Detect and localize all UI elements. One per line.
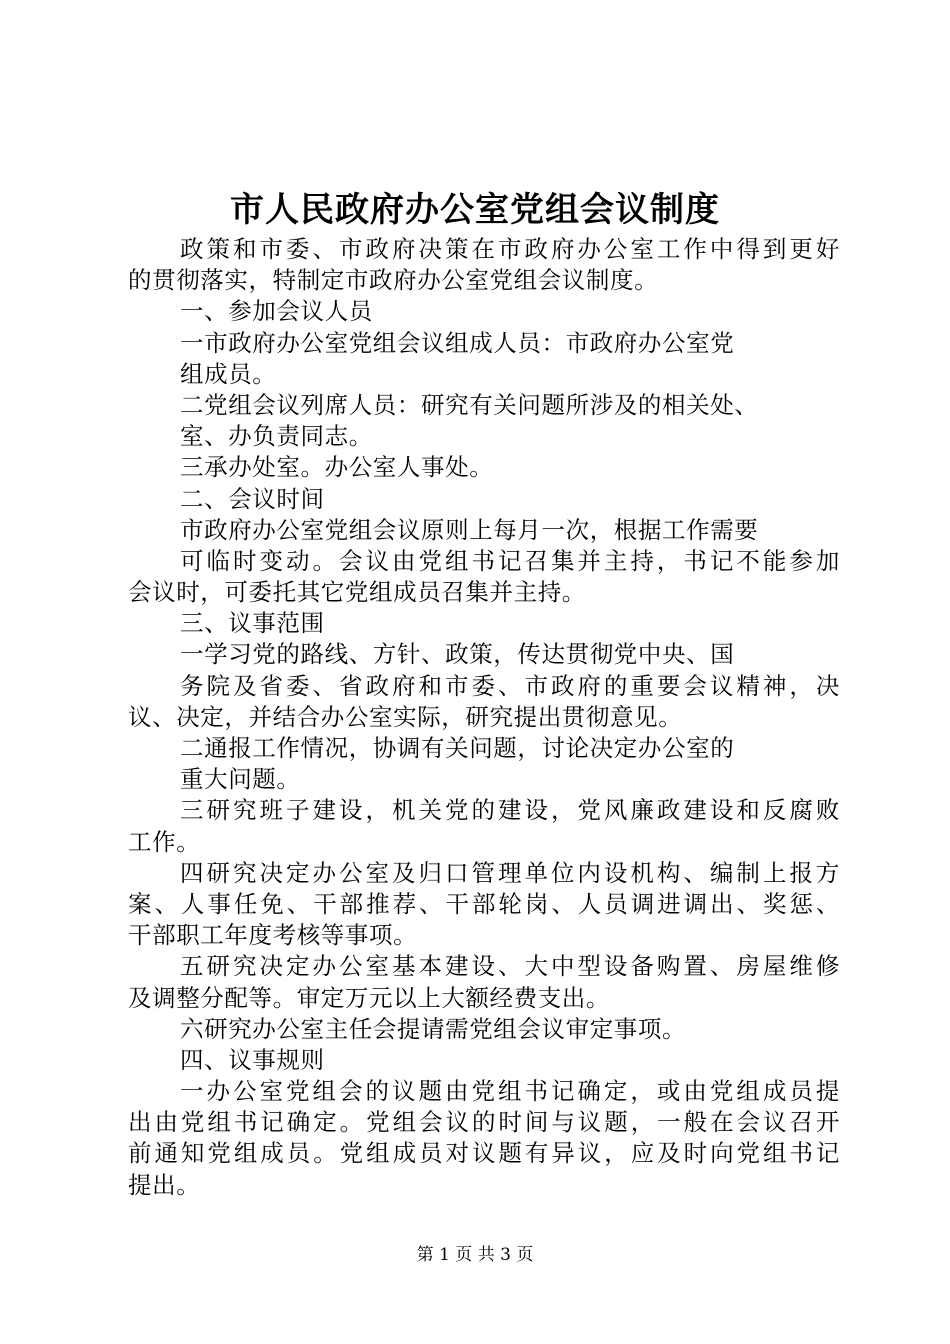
- paragraph-line: 前通知党组成员。党组成员对议题有异议，应及时向党组书记: [128, 1139, 840, 1168]
- page-footer: 第 1 页 共 3 页: [416, 1245, 534, 1265]
- paragraph-line: 的贯彻落实，特制定市政府办公室党组会议制度。: [128, 266, 659, 295]
- paragraph-line: 三研究班子建设，机关党的建设，党风廉政建设和反腐败: [180, 796, 840, 825]
- document-body: [128, 234, 840, 1201]
- paragraph-line: 二、会议时间: [180, 484, 325, 513]
- paragraph-line: 三承办处室。办公室人事处。: [180, 453, 494, 482]
- paragraph-line: 一学习党的路线、方针、政策，传达贯彻党中央、国: [180, 640, 735, 669]
- paragraph-line: 工作。: [128, 827, 201, 856]
- paragraph-line: 二通报工作情况，协调有关问题，讨论决定办公室的: [180, 734, 735, 762]
- paragraph-line: 市政府办公室党组会议原则上每月一次，根据工作需要: [180, 515, 759, 544]
- paragraph-line: 组成员。: [180, 359, 277, 388]
- paragraph-line: 会议时，可委托其它党组成员召集并主持。: [128, 578, 586, 607]
- paragraph-line: 政策和市委、市政府决策在市政府办公室工作中得到更好: [180, 235, 840, 263]
- document-title: 市人民政府办公室党组会议制度: [230, 190, 720, 230]
- paragraph-line: 案、人事任免、干部推荐、干部轮岗、人员调进调出、奖惩、: [128, 889, 840, 918]
- paragraph-line: 及调整分配等。审定万元以上大额经费支出。: [128, 983, 610, 1012]
- paragraph-line: 出由党组书记确定。党组会议的时间与议题，一般在会议召开: [128, 1108, 840, 1137]
- paragraph-line: 六研究办公室主任会提请需党组会议审定事项。: [180, 1014, 687, 1043]
- paragraph-line: 提出。: [128, 1170, 201, 1199]
- paragraph-line: 一市政府办公室党组会议组成人员：市政府办公室党: [180, 328, 735, 357]
- paragraph-line: 议、决定，并结合办公室实际，研究提出贯彻意见。: [128, 702, 683, 731]
- paragraph-line: 四、议事规则: [180, 1045, 325, 1074]
- paragraph-line: 四研究决定办公室及归口管理单位内设机构、编制上报方: [180, 858, 840, 887]
- paragraph-line: 一、参加会议人员: [180, 297, 373, 326]
- paragraph-line: 三、议事范围: [180, 609, 325, 638]
- paragraph-line: 务院及省委、省政府和市委、市政府的重要会议精神，决: [180, 671, 840, 700]
- paragraph-line: 重大问题。: [180, 765, 301, 794]
- paragraph-line: 五研究决定办公室基本建设、大中型设备购置、房屋维修: [180, 952, 840, 981]
- paragraph-line: 一办公室党组会的议题由党组书记确定，或由党组成员提: [180, 1077, 840, 1106]
- paragraph-line: 二党组会议列席人员：研究有关问题所涉及的相关处、: [180, 390, 759, 419]
- paragraph-line: 可临时变动。会议由党组书记召集并主持，书记不能参加: [180, 546, 840, 575]
- paragraph-line: 干部职工年度考核等事项。: [128, 921, 418, 950]
- paragraph-line: 室、办负责同志。: [180, 422, 373, 451]
